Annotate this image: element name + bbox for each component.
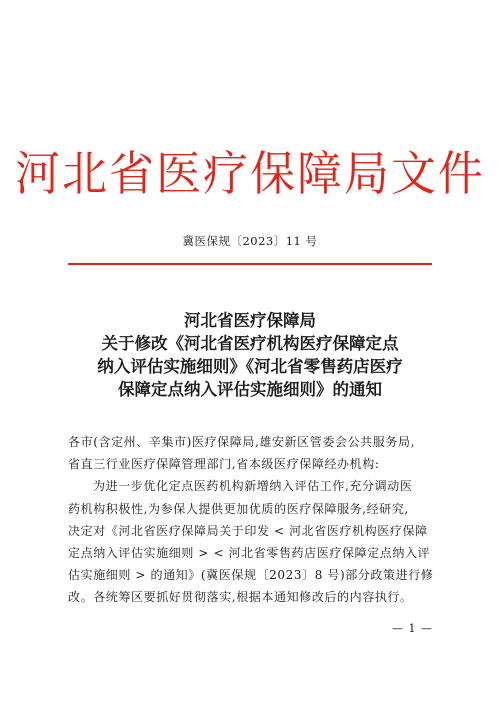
notice-body (68, 431, 434, 609)
body-line: 定点纳入评估实施细则 > < 河北省零售药店医疗保障定点纳入评 (68, 546, 431, 561)
body-line: 估实施细则 > 的通知》(冀医保规〔2023〕8 号)部分政策进行修 (68, 568, 434, 583)
title-line: 保障定点纳入评估实施细则》的通知 (118, 380, 382, 399)
page-number: — 1 — (392, 622, 433, 635)
addressee-line: 各市(含定州、辛集市)医疗保障局,雄安新区管委会公共服务局, (68, 435, 415, 449)
title-line: 河北省医疗保障局 (184, 311, 316, 330)
body-line: 改。各统筹区要抓好贯彻落实,根据本通知修改后的内容执行。 (68, 590, 413, 605)
addressee-line: 省直三行业医疗保障管理部门,省本级医疗保障经办机构: (68, 457, 380, 472)
title-line: 关于修改《河北省医疗机构医疗保障定点 (101, 334, 399, 353)
body-line: 为进一步优化定点医药机构新增纳入评估工作,充分调动医 (93, 479, 413, 494)
document-number: 冀医保规〔2023〕11 号 (182, 234, 318, 248)
title-line: 纳入评估实施细则》《河北省零售药店医疗 (97, 357, 403, 376)
masthead-title: 河北省医疗保障局文件 (14, 145, 485, 202)
red-divider-line (68, 263, 432, 265)
body-line: 决定对《河北省医疗保障局关于印发 < 河北省医疗机构医疗保障 (68, 523, 428, 538)
notice-title (0, 309, 500, 401)
body-line: 药机构积极性,为参保人提供更加优质的医疗保障服务,经研究, (68, 501, 409, 516)
